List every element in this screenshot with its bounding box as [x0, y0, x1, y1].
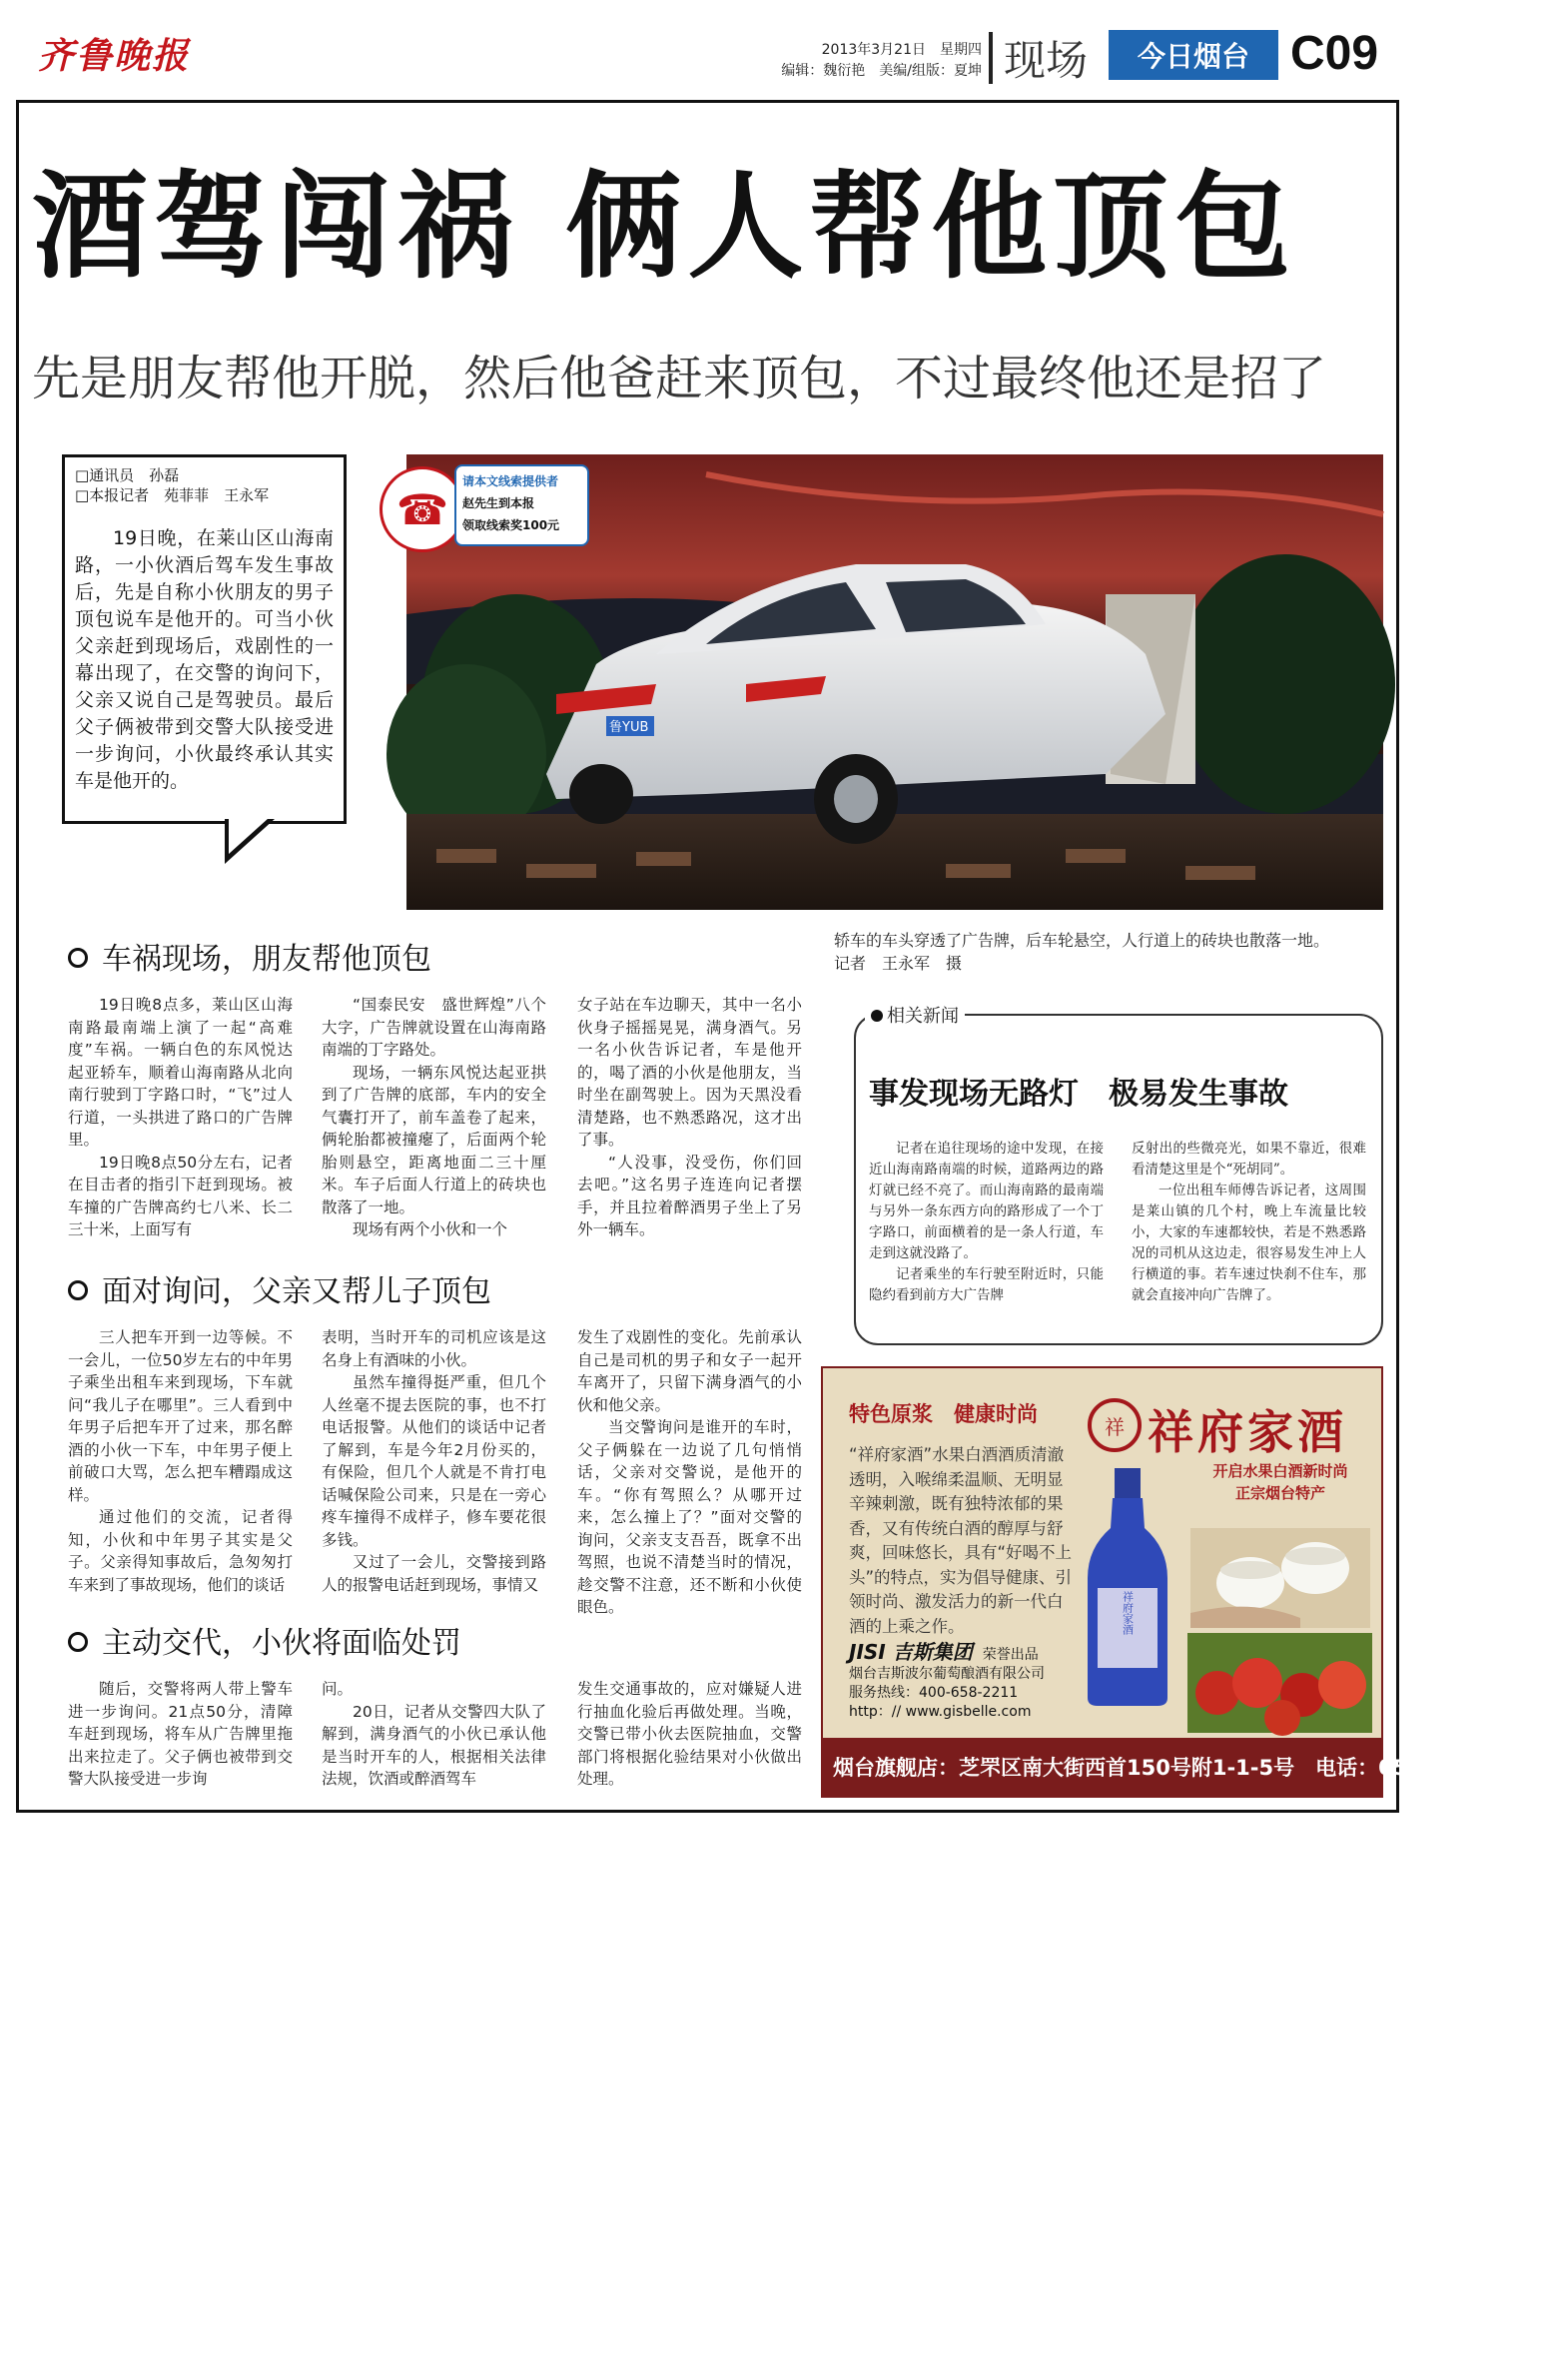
headline: 酒驾闯祸 俩人帮他顶包: [32, 160, 1297, 295]
section-2-col-1: 三人把车开到一边等候。不一会儿，一位50岁左右的中年男子乘坐出租车来到现场，下车就问“我儿子在哪里”。三人看到中年男子后把车开了过来，那名醉酒的小伙一下车，中年男子便上前破口大骂，怎么把车糟蹋成这样。 通过他们的交流，记者得知，小伙和中年男子其实是父子。父亲得知事故后，急匆匆打车来到了事故现场，他们的谈话: [68, 1328, 293, 1594]
ad-body-text: “祥府家酒”水果白酒酒质清澈透明，入喉绵柔温顺、无明显辛辣刺激，既有独特浓郁的果香，又有传统白酒的醇厚与舒爽，回味悠长，具有“好喝不上头”的特点，实为倡导健康、引领时尚、激发活力的新一代白酒的上乘之作。: [849, 1445, 1073, 1636]
ad-brand-name: 祥府家酒: [1148, 1405, 1347, 1459]
photo-caption: [834, 929, 1383, 975]
byline-correspondent: □通讯员 孙磊: [75, 466, 180, 484]
ad-store-address: 烟台旗舰店：芝罘区南大街西首150号附1-1-5号 电话：0535-6694999: [823, 1738, 1381, 1796]
caption-text: 轿车的车头穿透了广告牌，后车轮悬空，人行道上的砖块也散落一地。: [834, 931, 1330, 950]
caption-credit: 记者 王永军 摄: [834, 954, 963, 973]
section-3-col-1: 随后，交警将两人带上警车进一步询问。21点50分，清障车赶到现场，将车从广告牌里拖出来拉走了。父子俩也被带到交警大队接受进一步询: [68, 1680, 293, 1788]
lead-text: 19日晚，在莱山区山海南路，一小伙酒后驾车发生事故后，先是自称小伙朋友的男子顶包说车是他开的。可当小伙父亲赶到现场后，戏剧性的一幕出现了，在交警的询问下，父亲又说自己是驾驶员。最后父子俩被带到交警大队接受进一步询问，小伙最终承认其实车是他开的。: [75, 527, 334, 792]
related-col-2: 反射出的些微亮光，如果不靠近，很难看清楚这里是个“死胡同”。 一位出租车师傅告诉记者，这周围是莱山镇的几个村，晚上车流量比较小，大家的车速都较快，若是不熟悉路况的司机从这边走，很容易发生冲上人行横道的事。若车速过快刹不住车，那就会直接冲向广告牌了。: [1132, 1141, 1366, 1303]
lead-box: [62, 454, 347, 824]
wine-cups-image: [1190, 1528, 1370, 1628]
issue-meta: [747, 40, 982, 82]
section-2-col-2: 表明，当时开车的司机应该是这名身上有酒味的小伙。 虽然车撞得挺严重，但几个人丝毫不提去医院的事，也不打电话报警。从他们的谈话中记者了解到，车是今年2月份买的，有保险，但几个人就是不肯打电话喊保险公司来，只是在一旁心疼车撞得不成样子，修车要花很多钱。 又过了一会儿，交警接到路人的报警电话赶到现场，事情又: [322, 1328, 546, 1594]
section-1-col-1: 19日晚8点多，莱山区山海南路最南端上演了一起“高难度”车祸。一辆白色的东风悦达起亚轿车，顺着山海南路从北向南行驶到丁字路口时，“飞”过人行道，一头拱进了路口的广告牌里。 19日晚8点50分左右，记者在目击者的指引下赶到现场。被车撞的广告牌高约七八米、长二三十米，上面写有: [68, 996, 293, 1238]
bottle-label: 祥府家酒: [1121, 1591, 1135, 1635]
circle-bullet-icon: [68, 1632, 88, 1652]
subheadline: 先是朋友帮他开脱，然后他爸赶来顶包，不过最终他还是招了: [32, 351, 1327, 406]
ad-slogan: 特色原浆 健康时尚: [849, 1402, 1038, 1426]
editor-credits: 编辑：魏衍艳 美编/组版：夏坤: [781, 63, 982, 79]
section-1-col-2: “国泰民安 盛世辉煌”八个大字，广告牌就设置在山海南路南端的丁字路处。 现场，一辆东风悦达起亚拱到了广告牌的底部，车内的安全气囊打开了，前车盖卷了起来，俩轮胎都被撞瘪了，后面两个轮胎则悬空，距离地面二三十厘米。车子后面人行道上的砖块也散落了一地。 现场有两个小伙和一个: [322, 996, 546, 1238]
tip-line-3: 领取线索奖100元: [462, 518, 560, 532]
brand-seal-icon: 祥: [1088, 1398, 1142, 1452]
section-title-2: 面对询问，父亲又帮儿子顶包: [68, 1266, 491, 1310]
dot-icon: [871, 1010, 883, 1022]
liquor-advertisement: [821, 1366, 1548, 1798]
tip-reward-notice: [454, 464, 589, 546]
section-title-1: 车祸现场，朋友帮他顶包: [68, 934, 431, 978]
section-badge: 今日烟台: [1109, 30, 1278, 80]
header-divider: [989, 32, 993, 84]
ad-brand-tagline: 开启水果白酒新时尚 正宗烟台特产: [1212, 1462, 1348, 1502]
section-3-col-2: 问。 20日，记者从交警四大队了解到，满身酒气的小伙已承认他是当时开车的人，根据相关法律法规，饮酒或醉酒驾车: [322, 1680, 546, 1788]
circle-bullet-icon: [68, 948, 88, 968]
byline-reporters: □本报记者 苑菲菲 王永军: [75, 486, 270, 504]
section-title-3: 主动交代，小伙将面临处罚: [68, 1618, 461, 1662]
page-number: C09: [1290, 27, 1379, 80]
speech-tail-inner: [229, 818, 269, 854]
tip-line-2: 赵先生到本报: [462, 496, 535, 510]
circle-bullet-icon: [68, 1280, 88, 1300]
tip-line-1: 请本文线索提供者: [462, 474, 559, 488]
company-logo: JISI 吉斯集团: [849, 1640, 973, 1664]
newspaper-masthead: 齐鲁晚报: [38, 35, 191, 77]
tip-hotline-badge: [380, 456, 589, 552]
section-3-col-3: 发生交通事故的，应对嫌疑人进行抽血化验后再做处理。当晚，交警已带小伙去医院抽血，交警部门将根据化验结果对小伙做出处理。: [577, 1680, 802, 1788]
fruit-image: [1187, 1633, 1372, 1733]
section-name: 现场: [1004, 36, 1089, 85]
related-news-label: 相关新闻: [865, 1002, 965, 1028]
related-news-title: 事发现场无路灯 极易发生事故: [869, 1077, 1288, 1112]
ad-company-info: JISI 吉斯集团 荣誉出品 烟台吉斯波尔葡萄酿酒有限公司 服务热线：400-658-2211 http：// www.gisbelle.com: [849, 1640, 1045, 1720]
related-col-1: 记者在追往现场的途中发现，在接近山海南路南端的时候，道路两边的路灯就已经不亮了。而山海南路的最南端与另外一条东西方向的路形成了一个丁字路口，前面横着的是一条人行道，车走到这就没路了。 记者乘坐的车行驶至附近时，只能隐约看到前方大广告牌: [869, 1141, 1104, 1303]
telephone-icon: ☎: [380, 466, 465, 552]
issue-date: 2013年3月21日 星期四: [821, 42, 982, 58]
section-1-col-3: 女子站在车边聊天，其中一名小伙身子摇摇晃晃，满身酒气。另一名小伙告诉记者，车是他开的，喝了酒的小伙是他朋友，当时坐在副驾驶上。因为天黑没看清楚路，也不熟悉路况，这才出了事。 “人没事，没受伤，你们回去吧。”这名男子连连向记者摆手，并且拉着醉酒男子坐上了另外一辆车。: [577, 996, 802, 1238]
license-plate: 鲁YUB: [609, 720, 649, 735]
section-2-col-3: 发生了戏剧性的变化。先前承认自己是司机的男子和女子一起开车离开了，只留下满身酒气的小伙和他父亲。 当交警询问是谁开的车时，父子俩躲在一边说了几句悄悄话，父亲对交警说，是他开的车。“你有驾照么？从哪开过来，怎么撞上了？”面对交警的询问，父亲支支吾吾，既拿不出驾照，也说不清楚当时的情况，趁交警不注意，还不断和小伙使眼色。: [577, 1328, 802, 1616]
